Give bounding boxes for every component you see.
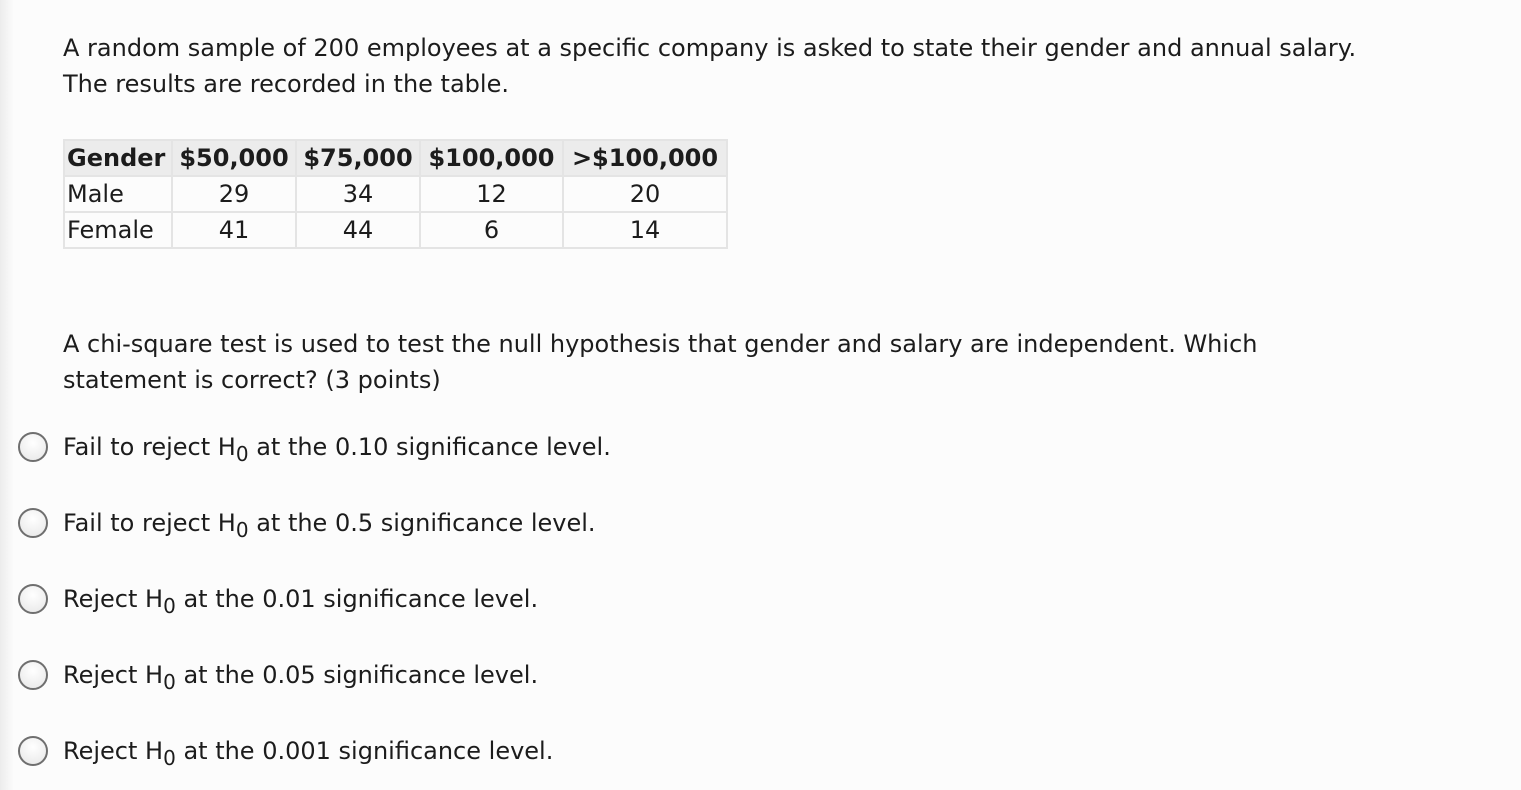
- radio-button[interactable]: [18, 584, 48, 614]
- table-header: >$100,000: [563, 140, 727, 176]
- question-text: [63, 326, 1463, 398]
- question-line-2: statement is correct? (3 points): [63, 366, 441, 394]
- table-cell: 20: [563, 176, 727, 212]
- left-edge-shade: [0, 0, 14, 790]
- table-header: $100,000: [420, 140, 563, 176]
- answer-option-4[interactable]: [18, 657, 538, 693]
- intro-line-1: A random sample of 200 employees at a specific company is asked to state their gender and annual salary.: [63, 34, 1357, 62]
- answer-option-3[interactable]: [18, 581, 538, 617]
- answer-option-1[interactable]: [18, 429, 611, 465]
- answer-option-2[interactable]: [18, 505, 596, 541]
- table-header: $50,000: [172, 140, 296, 176]
- intro-line-2: The results are recorded in the table.: [63, 70, 509, 98]
- salary-table: [63, 139, 728, 249]
- radio-button[interactable]: [18, 660, 48, 690]
- table-row: [64, 176, 727, 212]
- answer-option-label: Fail to reject $H_0$ at the 0.5 significance level.: [63, 509, 596, 542]
- answer-option-label: Reject $H_0$ at the 0.05 significance level.: [63, 661, 539, 694]
- radio-button[interactable]: [18, 432, 48, 462]
- intro-text: [63, 30, 1503, 102]
- radio-button[interactable]: [18, 736, 48, 766]
- table-cell: 34: [296, 176, 420, 212]
- radio-button[interactable]: [18, 508, 48, 538]
- table-cell: Male: [64, 176, 172, 212]
- table-cell: 6: [420, 212, 563, 248]
- table-header-row: [64, 140, 727, 176]
- table-cell: 41: [172, 212, 296, 248]
- table-cell: Female: [64, 212, 172, 248]
- answer-option-label: Fail to reject $H_0$ at the 0.10 significance level.: [63, 433, 611, 466]
- question-line-1: A chi-square test is used to test the null hypothesis that gender and salary are independent. Which: [63, 330, 1258, 358]
- table-cell: 44: [296, 212, 420, 248]
- answer-option-label: Reject $H_0$ at the 0.001 significance level.: [63, 737, 554, 770]
- table-cell: 14: [563, 212, 727, 248]
- table-header: Gender: [64, 140, 172, 176]
- table-row: [64, 212, 727, 248]
- answer-option-5[interactable]: [18, 733, 553, 769]
- table-cell: 12: [420, 176, 563, 212]
- table-cell: 29: [172, 176, 296, 212]
- table-header: $75,000: [296, 140, 420, 176]
- answer-option-label: Reject $H_0$ at the 0.01 significance level.: [63, 585, 539, 618]
